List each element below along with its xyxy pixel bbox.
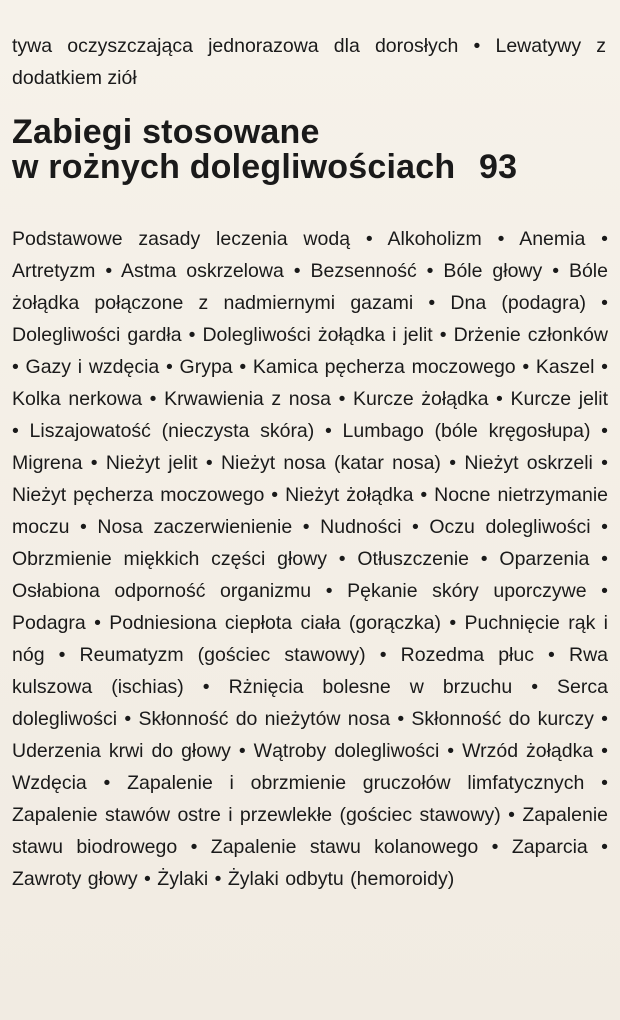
page-number: 93 bbox=[478, 148, 518, 186]
ailments-paragraph: Podstawowe zasady leczenia wodą • Alkoholizm • Anemia • Artretyzm • Astma oskrzelowa • Bezsenność • Bóle głowy • Bóle żołądka połączone z nadmiernymi gazami • Dna (podagra) • Dolegliwości gardła • Dolegliwości żołądka i jelit • Drżenie członków • Gazy i wzdęcia • Grypa • Kamica pęcherza moczowego • Kaszel • Kolka nerkowa • Krwawienia z nosa • Kurcze żołądka • Kurcze jelit • Liszajowatość (nieczysta skóra) • Lumbago (bóle kręgosłupa) • Migrena • Nieżyt jelit • Nieżyt nosa (katar nosa) • Nieżyt oskrzeli • Nieżyt pęcherza moczowego • Nieżyt żołądka • Nocne nietrzymanie moczu • Nosa zaczerwienienie • Nudności • Oczu dolegliwości • Obrzmienie miękkich części głowy • Otłuszczenie • Oparzenia • Osłabiona odporność organizmu • Pękanie skóry uporczywe • Podagra • Podniesiona ciepłota ciała (gorączka) • Puchnięcie rąk i nóg • Reumatyzm (gościec stawowy) • Rozedma płuc • Rwa kulszowa (ischias) • Rżnięcia bolesne w brzuchu • Serca dolegliwości • Skłonność do nieżytów nosa • Skłonność do kurczy • Uderzenia krwi do głowy • Wątroby dolegliwości • Wrzód żołądka • Wzdęcia • Zapalenie i obrzmienie gruczołów limfatycznych • Zapalenie stawów ostre i przewlekłe (gościec stawowy) • Zapalenie stawu biodrowego • Zapalenie stawu kolanowego • Zaparcia • Zawroty głowy • Żylaki • Żylaki odbytu (hemoroidy) bbox=[12, 227, 608, 890]
section-heading bbox=[12, 115, 612, 185]
intro-text: tywa oczyszczająca jednorazowa dla dorosłych • Lewatywy z dodatkiem ziół bbox=[12, 34, 606, 89]
section-title-line-1: Zabiegi stosowane bbox=[12, 113, 320, 151]
section-title-line-2: w rożnych dolegliwościach bbox=[12, 148, 456, 186]
